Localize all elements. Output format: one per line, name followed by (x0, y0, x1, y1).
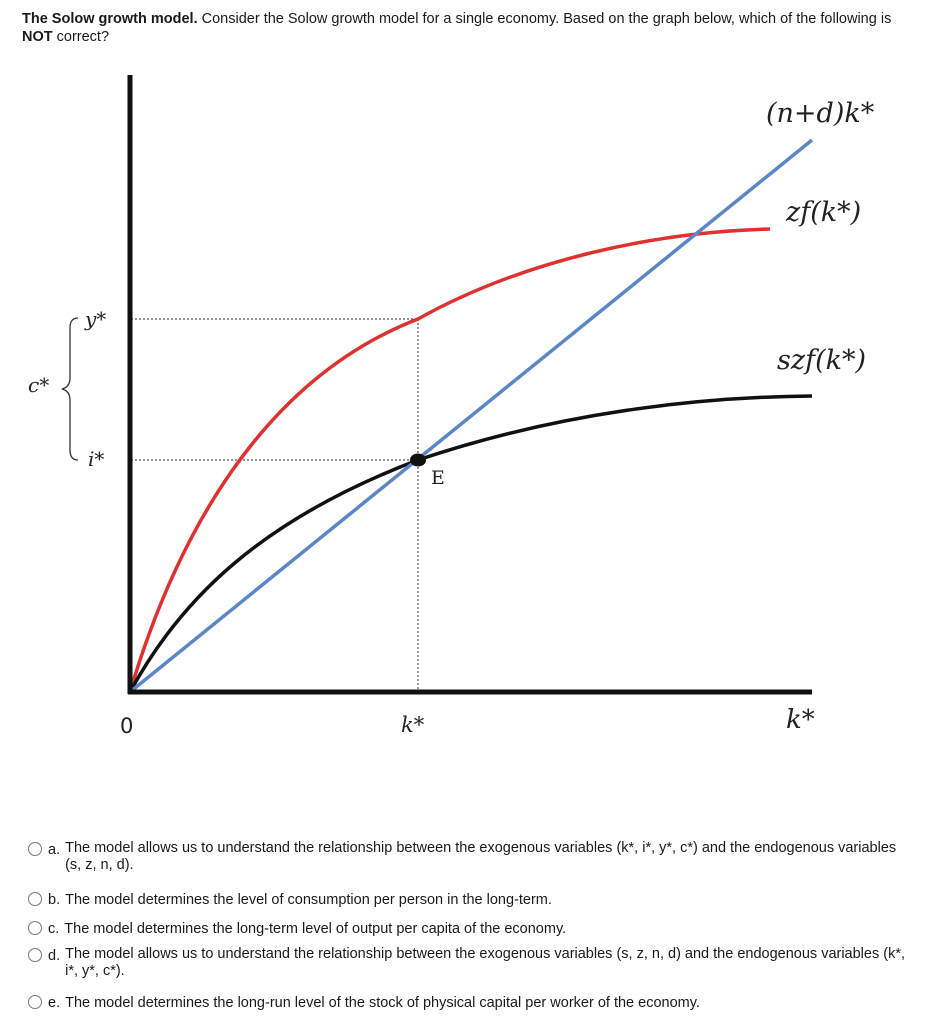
option-d[interactable] (28, 944, 908, 991)
question-body: Consider the Solow growth model for a single economy. Based on the graph below, which of the following is (197, 11, 892, 27)
radio-b[interactable] (28, 892, 42, 906)
option-letter: a. (48, 842, 61, 858)
savings-curve (130, 396, 812, 692)
radio-d[interactable] (28, 948, 42, 962)
option-text: The model determines the level of consumption per person in the long-term. (65, 892, 552, 908)
option-text: The model determines the long-term level of output per capita of the economy. (64, 921, 567, 937)
option-text: The model allows us to understand the relationship between the exogenous variables (s, z, n, d) and the endogenous variables (k*, i*, y*, c*). (65, 946, 905, 979)
option-letter: e. (48, 995, 61, 1011)
option-letter: c. (48, 921, 60, 937)
origin-label: 0 (120, 714, 134, 738)
break-even-line (130, 140, 812, 692)
c-star-brace (62, 318, 78, 460)
option-b[interactable] (28, 888, 908, 917)
savings-curve-label: szf(k*) (777, 345, 867, 376)
option-e[interactable] (28, 991, 908, 1015)
output-curve (130, 229, 770, 692)
option-letter: d. (48, 948, 61, 964)
question-end: correct? (52, 29, 110, 45)
k-star-tick-label: k* (401, 713, 425, 737)
line-label: (n+d)k* (766, 98, 875, 129)
answer-options (28, 838, 908, 1015)
option-c[interactable] (28, 917, 908, 944)
question-title: The Solow growth model. (22, 11, 198, 27)
radio-c[interactable] (28, 921, 42, 935)
radio-e[interactable] (28, 995, 42, 1009)
question-emphasis: NOT (22, 29, 53, 45)
output-curve-label: zf(k*) (786, 197, 862, 228)
option-text: The model allows us to understand the relationship between the exogenous variables (k*, i*, y*, c*) and the endogenous variables (s, z, n, d). (65, 840, 897, 873)
i-star-label: i* (88, 447, 105, 471)
radio-a[interactable] (28, 842, 42, 856)
equilibrium-label: E (431, 467, 445, 489)
option-text: The model determines the long-run level of the stock of physical capital per worker of the economy. (65, 995, 700, 1011)
equilibrium-point (410, 454, 426, 467)
x-axis-label: k* (786, 705, 815, 735)
option-a[interactable] (28, 838, 908, 888)
option-letter: b. (48, 892, 61, 908)
y-star-label: y* (85, 307, 107, 331)
c-star-label: c* (28, 373, 50, 397)
